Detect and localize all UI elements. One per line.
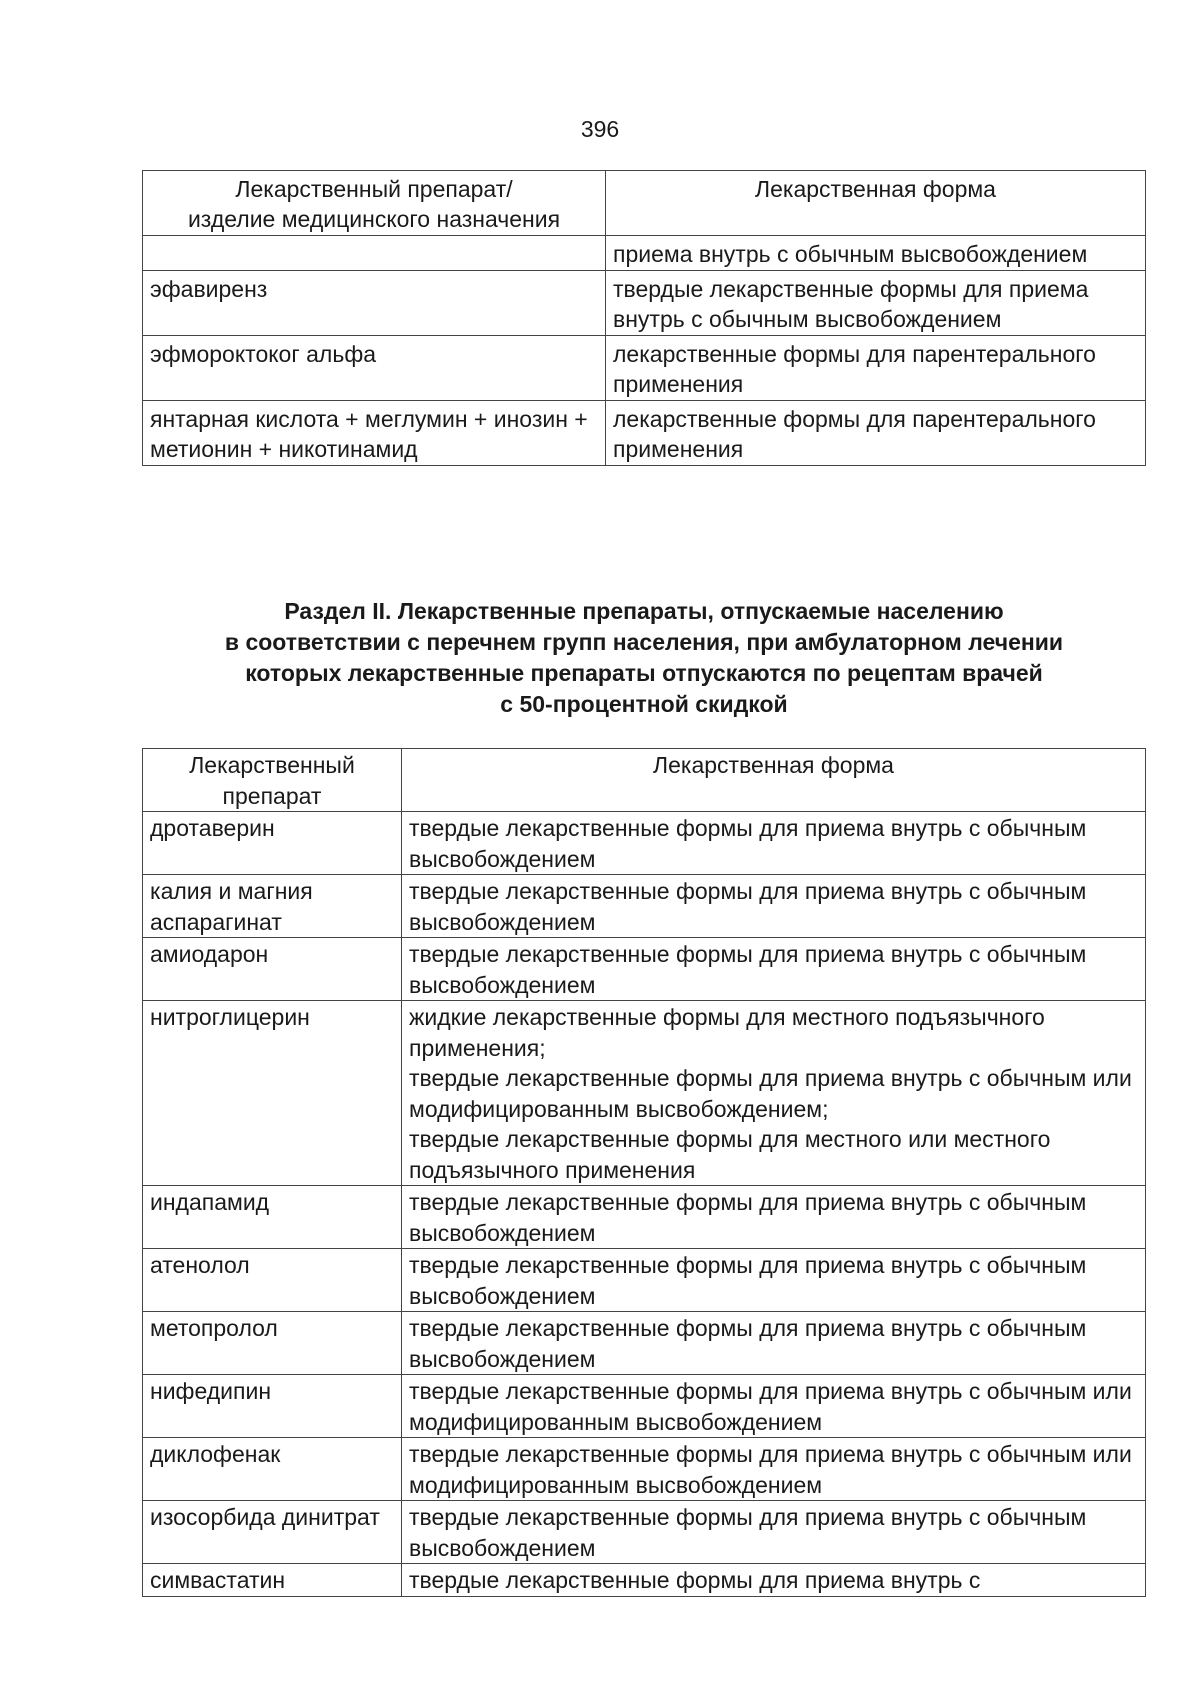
table-row (143, 336, 1146, 401)
table-row (143, 1375, 1146, 1438)
dosage-form-entry: твердые лекарственные формы для приема внутрь с обычным или модифицированным высвобождением (409, 1441, 1132, 1498)
table-row (143, 236, 1146, 271)
dosage-form-entry: твердые лекарственные формы для приема внутрь с обычным высвобождением (409, 1189, 1087, 1246)
table-row (143, 812, 1146, 875)
page-number: 396 (580, 116, 620, 142)
section-title (142, 596, 1146, 720)
dosage-form: твердые лекарственные формы для приема внутрь с обычным высвобождением (606, 271, 1146, 336)
section-title-line: в соответствии с перечнем групп населения, при амбулаторном лечении (224, 629, 1064, 655)
dosage-form (402, 812, 1146, 875)
dosage-form (402, 938, 1146, 1001)
table-row (143, 1001, 1146, 1186)
dosage-form (402, 1375, 1146, 1438)
dosage-form: лекарственные формы для парентерального применения (606, 401, 1146, 466)
drug-name: эфавиренз (143, 271, 606, 336)
section-title-line: Раздел II. Лекарственные препараты, отпускаемые населению (284, 598, 1004, 624)
header-drug-line: Лекарственный препарат/ (235, 176, 513, 202)
table-row (143, 875, 1146, 938)
dosage-form (402, 1249, 1146, 1312)
header-drug (143, 171, 606, 236)
drug-name: дротаверин (143, 812, 402, 875)
section-title-line: которых лекарственные препараты отпускаются по рецептам врачей (245, 660, 1043, 686)
dosage-form: приема внутрь с обычным высвобождением (606, 236, 1146, 271)
dosage-form-entry: твердые лекарственные формы для местного или местного подъязычного применения (409, 1126, 1051, 1183)
dosage-form-entry: твердые лекарственные формы для приема внутрь с обычным высвобождением (409, 1504, 1087, 1561)
drug-name: амиодарон (143, 938, 402, 1001)
dosage-form-entry: твердые лекарственные формы для приема внутрь с обычным высвобождением (409, 1315, 1087, 1372)
drug-table-section-2 (142, 748, 1146, 1597)
table-row (143, 401, 1146, 466)
dosage-form (402, 1186, 1146, 1249)
table-row (143, 1438, 1146, 1501)
drug-name: нитроглицерин (143, 1001, 402, 1186)
dosage-form-entry: твердые лекарственные формы для приема внутрь с обычным высвобождением (409, 1252, 1087, 1309)
drug-name: калия и магния аспарагинат (143, 875, 402, 938)
dosage-form (402, 1501, 1146, 1564)
table-row (143, 1186, 1146, 1249)
dosage-form-entry: твердые лекарственные формы для приема внутрь с обычным или модифицированным высвобождением (409, 1378, 1132, 1435)
dosage-form (402, 1564, 1146, 1597)
dosage-form (402, 1438, 1146, 1501)
dosage-form-entry: твердые лекарственные формы для приема внутрь с обычным высвобождением (409, 878, 1087, 935)
dosage-form-entry: твердые лекарственные формы для приема внутрь с обычным высвобождением (409, 941, 1087, 998)
drug-name: метопролол (143, 1312, 402, 1375)
table-row (143, 1312, 1146, 1375)
dosage-form: лекарственные формы для парентерального применения (606, 336, 1146, 401)
header-drug-line: изделие медицинского назначения (187, 206, 561, 232)
dosage-form (402, 1312, 1146, 1375)
drug-name (143, 236, 606, 271)
dosage-form-entry: твердые лекарственные формы для приема внутрь с обычным высвобождением (409, 815, 1087, 872)
dosage-form (402, 1001, 1146, 1186)
table-row (143, 271, 1146, 336)
header-drug: Лекарственный препарат (143, 749, 402, 812)
dosage-form-entry: жидкие лекарственные формы для местного подъязычного применения; (409, 1004, 1045, 1061)
drug-table-continued (142, 170, 1146, 466)
table-header-row (143, 749, 1146, 812)
drug-name: индапамид (143, 1186, 402, 1249)
table-row (143, 1501, 1146, 1564)
drug-name: диклофенак (143, 1438, 402, 1501)
drug-name: нифедипин (143, 1375, 402, 1438)
drug-name: симвастатин (143, 1564, 402, 1597)
drug-name: эфмороктоког альфа (143, 336, 606, 401)
header-form: Лекарственная форма (402, 749, 1146, 812)
table-row (143, 1249, 1146, 1312)
dosage-form-entry: твердые лекарственные формы для приема внутрь с (409, 1567, 981, 1593)
drug-name: янтарная кислота + меглумин + инозин + метионин + никотинамид (143, 401, 606, 466)
table-row (143, 938, 1146, 1001)
section-title-line: с 50-процентной скидкой (500, 691, 788, 717)
drug-name: атенолол (143, 1249, 402, 1312)
drug-name: изосорбида динитрат (143, 1501, 402, 1564)
table-row (143, 1564, 1146, 1597)
dosage-form (402, 875, 1146, 938)
header-form: Лекарственная форма (606, 171, 1146, 236)
table-header-row (143, 171, 1146, 236)
dosage-form-entry: твердые лекарственные формы для приема внутрь с обычным или модифицированным высвобождением; (409, 1065, 1132, 1122)
